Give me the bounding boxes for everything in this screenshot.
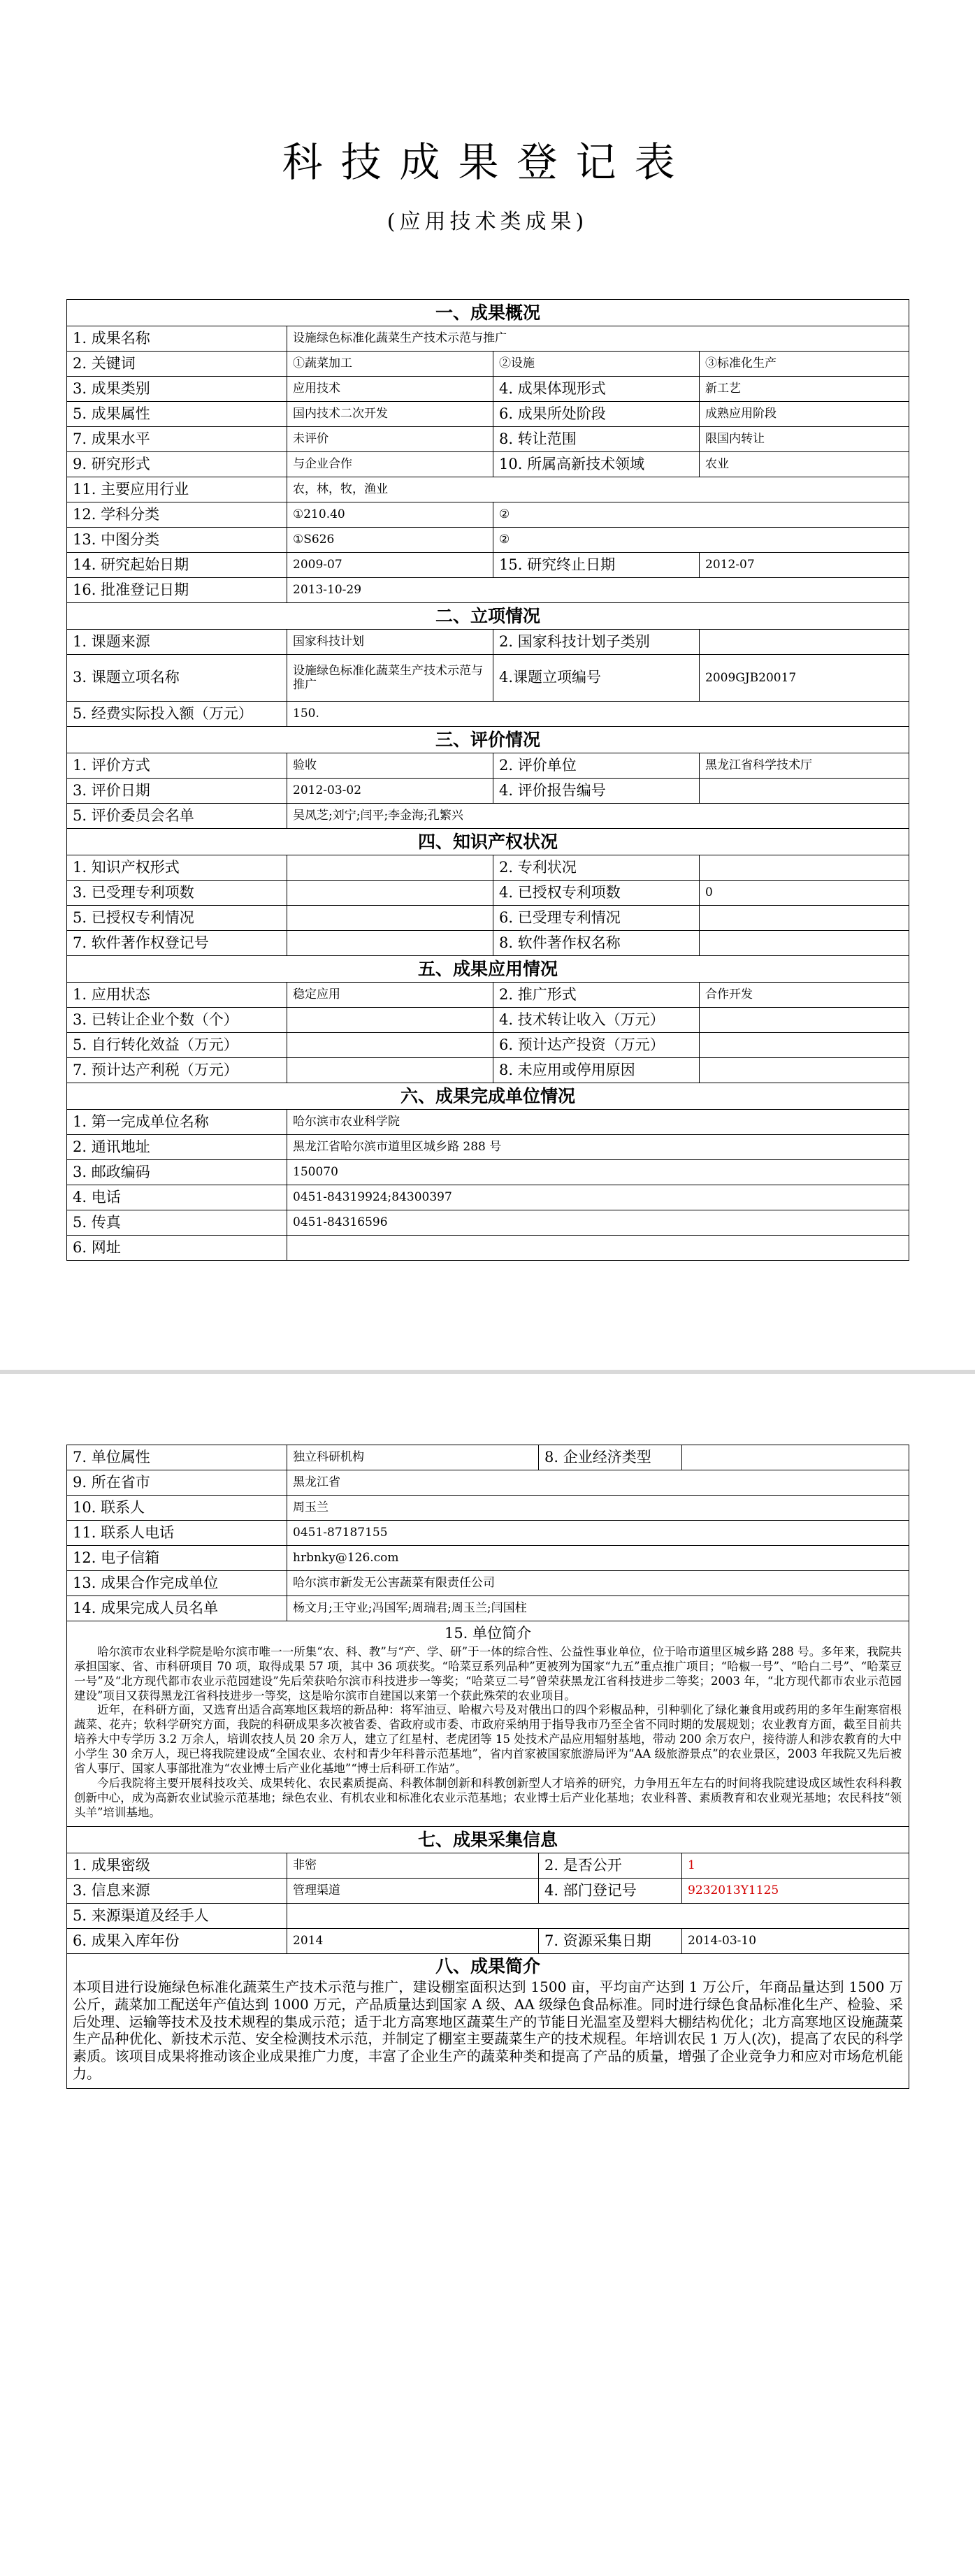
section-title: 八、成果简介 <box>435 1956 540 1977</box>
field-label: 5. 自行转化效益（万元） <box>67 1033 287 1058</box>
field-value: ② <box>493 502 909 528</box>
field-value: hrbnky@126.com <box>287 1546 909 1571</box>
field-value: 1 <box>682 1853 909 1879</box>
field-label: 13. 成果合作完成单位 <box>67 1571 287 1596</box>
field-label: 2. 是否公开 <box>539 1853 682 1879</box>
field-label: 4. 电话 <box>67 1185 287 1210</box>
intro-title: 15. 单位简介 <box>444 1625 532 1642</box>
field-label: 3. 课题立项名称 <box>67 655 287 702</box>
field-value: 设施绿色标准化蔬菜生产技术示范与推广 <box>287 326 909 352</box>
field-label: 9. 所在省市 <box>67 1470 287 1496</box>
field-value: 0451-87187155 <box>287 1521 909 1546</box>
field-label: 1. 成果名称 <box>67 326 287 352</box>
field-label: 6. 成果入库年份 <box>67 1929 287 1954</box>
field-label: 7. 资源采集日期 <box>539 1929 682 1954</box>
field-label: 5. 经费实际投入额（万元） <box>67 702 287 727</box>
field-label: 5. 评价委员会名单 <box>67 804 287 829</box>
achievement-summary <box>67 1954 909 2089</box>
keyword-3: ③标准化生产 <box>700 352 909 377</box>
field-value: 黑龙江省 <box>287 1470 909 1496</box>
registration-table-page2 <box>66 1445 909 2089</box>
field-label: 1. 课题来源 <box>67 630 287 655</box>
field-value: 稳定应用 <box>287 983 493 1008</box>
field-value: 150070 <box>287 1160 909 1185</box>
field-label: 5. 来源渠道及经手人 <box>67 1904 287 1929</box>
field-label: 4. 部门登记号 <box>539 1879 682 1904</box>
field-value: ② <box>493 528 909 553</box>
field-value <box>700 1008 909 1033</box>
field-value: 杨文月;王守业;冯国军;周瑞君;周玉兰;闫国柱 <box>287 1596 909 1621</box>
field-value: 0 <box>700 881 909 906</box>
field-value <box>287 1236 909 1261</box>
field-label: 7. 预计达产利税（万元） <box>67 1058 287 1083</box>
field-value: 2009GJB20017 <box>700 655 909 702</box>
field-label: 3. 已转让企业个数（个） <box>67 1008 287 1033</box>
field-value <box>700 1033 909 1058</box>
field-label: 4. 成果体现形式 <box>493 377 700 402</box>
field-label: 12. 电子信箱 <box>67 1546 287 1571</box>
field-label: 2. 推广形式 <box>493 983 700 1008</box>
field-label: 10. 联系人 <box>67 1496 287 1521</box>
field-value: 未评价 <box>287 427 493 452</box>
field-label: 1. 评价方式 <box>67 753 287 779</box>
field-value: 2014 <box>287 1929 539 1954</box>
page-2 <box>0 1374 975 2576</box>
field-value: 2012-03-02 <box>287 779 493 804</box>
section-title: 二、立项情况 <box>67 603 909 630</box>
field-value: 农业 <box>700 452 909 477</box>
field-label: 2. 评价单位 <box>493 753 700 779</box>
field-label: 1. 知识产权形式 <box>67 855 287 881</box>
field-value: 0451-84316596 <box>287 1210 909 1236</box>
field-value: 周玉兰 <box>287 1496 909 1521</box>
field-value: 设施绿色标准化蔬菜生产技术示范与推广 <box>287 655 493 702</box>
intro-paragraph: 哈尔滨市农业科学院是哈尔滨市唯一一所集“农、科、教”与“产、学、研”于一体的综合性、公益性事业单位，位于哈市道里区城乡路 288 号。多年来，我院共承担国家、省、市科研项目 70 项，取得成果 57 项，其中 36 项获奖。“哈菜豆系列品种”更被列为国家“九五”重点推广项目；“哈椒一号”、“哈白二号”、“哈菜豆一号”及“北方现代都市农业示范园建设”先后荣获哈尔滨市科技进步一等奖；“哈菜豆二号”曾荣获黑龙江省科技进步二等奖；2003 年，“北方现代都市农业示范园建设”项目又获得黑龙江省科技进步一等奖，这是哈尔滨市自建国以来第一个获此殊荣的农业项目。 <box>74 1644 902 1702</box>
field-label: 6. 网址 <box>67 1236 287 1261</box>
field-value: 验收 <box>287 753 493 779</box>
field-label: 8. 转让范围 <box>493 427 700 452</box>
field-value: 吴凤芝;刘宁;闫平;李金海;孔繁兴 <box>287 804 909 829</box>
intro-paragraph: 今后我院将主要开展科技攻关、成果转化、农民素质提高、科教体制创新和科教创新型人才培养的研究，力争用五年左右的时间将我院建设成区域性农科科教创新中心，成为高新农业试验示范基地；绿色农业、有机农业和标准化农业示范基地；农业博士后产业化基地；农业科普、素质教育和农业观光基地；农民科技“领头羊”培训基地。 <box>74 1777 902 1820</box>
field-value: 2012-07 <box>700 553 909 578</box>
field-value <box>287 1033 493 1058</box>
field-label: 16. 批准登记日期 <box>67 578 287 603</box>
field-value: 成熟应用阶段 <box>700 402 909 427</box>
registration-table-page1 <box>66 299 909 1261</box>
field-label: 1. 第一完成单位名称 <box>67 1110 287 1135</box>
section-title: 六、成果完成单位情况 <box>67 1083 909 1110</box>
field-value: ①S626 <box>287 528 493 553</box>
field-value: 0451-84319924;84300397 <box>287 1185 909 1210</box>
field-value: 2014-03-10 <box>682 1929 909 1954</box>
field-value: 哈尔滨市新发无公害蔬菜有限责任公司 <box>287 1571 909 1596</box>
field-value: 新工艺 <box>700 377 909 402</box>
field-value <box>700 1058 909 1083</box>
field-label: 7. 成果水平 <box>67 427 287 452</box>
field-label: 4. 已授权专利项数 <box>493 881 700 906</box>
field-value <box>682 1445 909 1470</box>
section-title: 一、成果概况 <box>67 300 909 326</box>
field-label: 12. 学科分类 <box>67 502 287 528</box>
section-title: 四、知识产权状况 <box>67 829 909 855</box>
field-value: 独立科研机构 <box>287 1445 539 1470</box>
form-subtitle: (应用技术类成果) <box>387 210 588 234</box>
field-label: 2. 通讯地址 <box>67 1135 287 1160</box>
field-label: 3. 信息来源 <box>67 1879 287 1904</box>
field-label: 3. 成果类别 <box>67 377 287 402</box>
field-label: 6. 成果所处阶段 <box>493 402 700 427</box>
field-value <box>700 931 909 956</box>
section-title: 三、评价情况 <box>67 727 909 753</box>
field-label: 11. 主要应用行业 <box>67 477 287 502</box>
field-label: 5. 传真 <box>67 1210 287 1236</box>
field-label: 8. 软件著作权名称 <box>493 931 700 956</box>
field-label: 5. 已授权专利情况 <box>67 906 287 931</box>
field-label: 10. 所属高新技术领域 <box>493 452 700 477</box>
field-label: 11. 联系人电话 <box>67 1521 287 1546</box>
field-label: 6. 已受理专利情况 <box>493 906 700 931</box>
keyword-1: ①蔬菜加工 <box>287 352 493 377</box>
field-value: 9232013Y1125 <box>682 1879 909 1904</box>
field-value: ①210.40 <box>287 502 493 528</box>
field-value: 哈尔滨市农业科学院 <box>287 1110 909 1135</box>
field-value: 国内技术二次开发 <box>287 402 493 427</box>
summary-text: 本项目进行设施绿色标准化蔬菜生产技术示范与推广，建设棚室面积达到 1500 亩，平均亩产达到 1 万公斤，年商品量达到 1500 万公斤，蔬菜加工配送年产值达到 1000 万元，产品质量达到国家 A 级、AA 级绿色食品标准。同时进行绿色食品标准化生产、检验、采后处理、运输等技术及技术规程的集成示范；适于北方高寒地区蔬菜生产的节能日光温室及塑料大棚结构优化；北方高寒地区设施蔬菜生产品种优化、新技术示范、安全检测技术示范，并制定了棚室主要蔬菜生产的技术规程。年培训农民 1 万人(次)，提高了农民的科学素质。该项目成果将推动该企业成果推广力度，丰富了企业生产的蔬菜种类和提高了产品的质量，增强了企业竞争力和应对市场危机能力。 <box>73 1978 903 2083</box>
field-label: 8. 未应用或停用原因 <box>493 1058 700 1083</box>
field-value: 合作开发 <box>700 983 909 1008</box>
field-label: 14. 成果完成人员名单 <box>67 1596 287 1621</box>
field-value: 管理渠道 <box>287 1879 539 1904</box>
field-label: 5. 成果属性 <box>67 402 287 427</box>
field-label: 2. 关键词 <box>67 352 287 377</box>
section-title: 五、成果应用情况 <box>67 956 909 983</box>
keyword-2: ②设施 <box>493 352 700 377</box>
section-title: 七、成果采集信息 <box>67 1827 909 1853</box>
unit-introduction <box>67 1621 909 1827</box>
field-label: 3. 评价日期 <box>67 779 287 804</box>
field-value: 非密 <box>287 1853 539 1879</box>
field-label: 3. 邮政编码 <box>67 1160 287 1185</box>
field-value <box>287 931 493 956</box>
field-value: 黑龙江省哈尔滨市道里区城乡路 288 号 <box>287 1135 909 1160</box>
field-value: 应用技术 <box>287 377 493 402</box>
field-value: 2009-07 <box>287 553 493 578</box>
field-value: 2013-10-29 <box>287 578 909 603</box>
field-label: 6. 预计达产投资（万元） <box>493 1033 700 1058</box>
field-value: 与企业合作 <box>287 452 493 477</box>
field-value: 黑龙江省科学技术厅 <box>700 753 909 779</box>
field-label: 7. 单位属性 <box>67 1445 287 1470</box>
field-value <box>287 1904 909 1929</box>
field-label: 14. 研究起始日期 <box>67 553 287 578</box>
field-value <box>287 855 493 881</box>
field-value <box>700 855 909 881</box>
field-value: 限国内转让 <box>700 427 909 452</box>
field-label: 4. 评价报告编号 <box>493 779 700 804</box>
field-label: 3. 已受理专利项数 <box>67 881 287 906</box>
field-label: 13. 中图分类 <box>67 528 287 553</box>
field-label: 8. 企业经济类型 <box>539 1445 682 1470</box>
form-title: 科技成果登记表 <box>282 138 693 186</box>
field-label: 1. 成果密级 <box>67 1853 287 1879</box>
field-value: 农，林，牧，渔业 <box>287 477 909 502</box>
field-label: 4. 技术转让收入（万元） <box>493 1008 700 1033</box>
field-value <box>287 906 493 931</box>
intro-paragraph: 近年，在科研方面，又选育出适合高寒地区栽培的新品种：将军油豆、哈椒六号及对俄出口的四个彩椒品种，引种驯化了绿化兼食用或药用的多年生耐寒宿根蔬菜、花卉；软科学研究方面，我院的科研成果多次被省委、省政府或市委、市政府采纳用于指导我市乃至全省不同时期的发展规划；农业教育方面，截至目前共培养大中专学历 3.2 万余人，培训农技人员 20 余万人，建立了红星村、老虎团等 15 处技术产品应用辐射基地，带动 200 余万农户，接待游人和涉农教育的大中小学生 30 余万人，现已将我院建设成“全国农业、农村和青少年科普示范基地”，省内首家被国家旅游局评为“AA 级旅游景点”的农业景区，2003 年我院又先后被省人事厅、国家人事部批准为“农业博士后产业化基地”“博士后科研工作站”。 <box>74 1703 902 1776</box>
field-value: 150. <box>287 702 909 727</box>
field-label: 7. 软件著作权登记号 <box>67 931 287 956</box>
field-value <box>700 779 909 804</box>
field-value: 国家科技计划 <box>287 630 493 655</box>
field-label: 9. 研究形式 <box>67 452 287 477</box>
field-value <box>700 906 909 931</box>
field-label: 4.课题立项编号 <box>493 655 700 702</box>
field-label: 15. 研究终止日期 <box>493 553 700 578</box>
field-label: 2. 国家科技计划子类别 <box>493 630 700 655</box>
field-value <box>287 1008 493 1033</box>
field-label: 2. 专利状况 <box>493 855 700 881</box>
field-value <box>287 1058 493 1083</box>
field-value <box>700 630 909 655</box>
field-value <box>287 881 493 906</box>
field-label: 1. 应用状态 <box>67 983 287 1008</box>
